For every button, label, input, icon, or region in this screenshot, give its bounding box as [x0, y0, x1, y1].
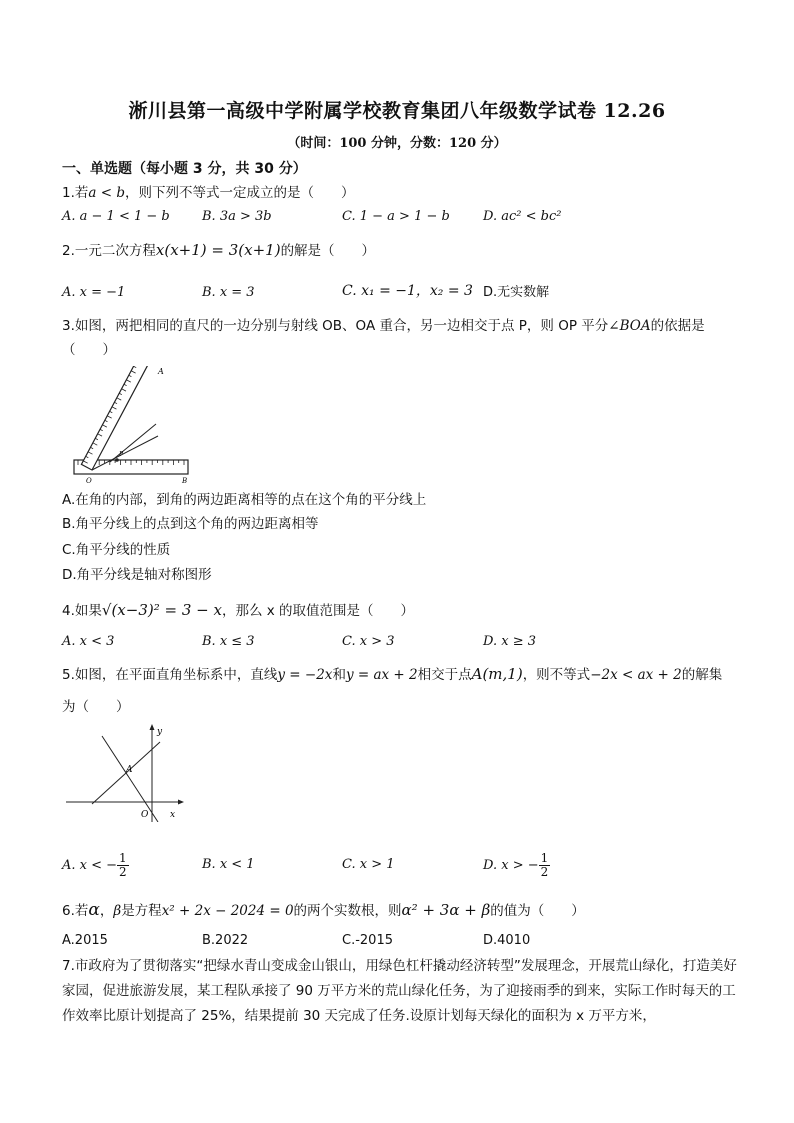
q5-option-d	[483, 852, 550, 879]
axis-y-label: y	[157, 727, 163, 737]
q4-suffix: ，那么 x 的取值范围是（ ）	[221, 603, 415, 619]
axis-x-label: x	[170, 810, 176, 820]
question-6	[62, 901, 585, 920]
q4-prefix: 4.如果	[62, 603, 102, 619]
fraction	[539, 852, 551, 879]
origin-label: O	[141, 810, 149, 820]
q5-text-b: 和	[332, 667, 346, 683]
q3-option-b: B.角平分线上的点到这个角的两边距离相等	[62, 516, 319, 532]
question-4	[62, 601, 414, 620]
numerator: 1	[119, 851, 127, 865]
q4-option-d: D. x ≥ 3	[483, 634, 536, 649]
coordinate-figure	[66, 722, 186, 822]
question-3	[62, 317, 705, 335]
section-heading: 一、单选题（每小题 3 分，共 30 分）	[62, 161, 307, 177]
q5-option-a-pre: A. x < −	[62, 858, 118, 873]
q5-option-a	[62, 852, 129, 879]
q4-option-a: A. x < 3	[62, 634, 115, 649]
point-a-label: A	[126, 765, 133, 775]
question-2	[62, 241, 375, 260]
q2-prefix: 2.一元二次方程	[62, 243, 156, 259]
q5-text-d: ，则不等式	[522, 667, 591, 683]
denominator: 2	[540, 865, 549, 879]
q5-expr-1: y = −2x	[277, 667, 333, 683]
q2-option-d: D.无实数解	[483, 285, 550, 300]
label-a: A	[158, 367, 164, 376]
q1-option-a: A. a − 1 < 1 − b	[62, 209, 170, 224]
q3-angle: ∠BOA	[608, 318, 651, 334]
q5-paren: 为（ ）	[62, 699, 130, 715]
q5-option-b: B. x < 1	[202, 857, 255, 872]
q6-option-d: D.4010	[483, 933, 531, 948]
numerator: 1	[540, 851, 549, 865]
question-5	[62, 665, 722, 684]
q1-option-c: C. 1 − a > 1 − b	[342, 209, 450, 224]
q6-option-a: A.2015	[62, 933, 108, 948]
q5-option-c: C. x > 1	[342, 857, 395, 872]
q6-option-b: B.2022	[202, 933, 249, 948]
label-o: O	[86, 477, 92, 484]
q6-prefix: 6.若	[62, 903, 89, 919]
fraction	[117, 852, 129, 879]
q5-text-c: 相交于点	[417, 667, 472, 683]
exam-subtitle: （时间：100 分钟，分数：120 分）	[287, 136, 507, 151]
q3-paren: （ ）	[62, 342, 116, 358]
q4-expr: √(x−3)² = 3 − x	[101, 601, 222, 619]
q3-text: 3.如图，两把相同的直尺的一边分别与射线 OB、OA 重合，另一边相交于点 P，则 OP 平分	[62, 318, 609, 334]
q1-expr: a < b	[88, 185, 125, 201]
q6-alpha: α	[88, 900, 100, 920]
exam-title: 淅川县第一高级中学附属学校教育集团八年级数学试卷 12.26	[128, 100, 666, 122]
q6-expr: x² + 2x − 2024 = 0	[161, 903, 294, 919]
q6-expr2: α² + 3α + β	[401, 901, 491, 919]
q6-sep: ，	[99, 903, 114, 919]
q4-option-b: B. x ≤ 3	[202, 634, 255, 649]
q6-beta: β	[113, 903, 122, 919]
q5-expr-3: A(m,1)	[471, 665, 523, 683]
q1-prefix: 1.若	[62, 185, 89, 201]
q6-option-c: C.-2015	[342, 933, 393, 948]
q5-text-a: 5.如图，在平面直角坐标系中，直线	[62, 667, 278, 683]
q2-expr: x(x+1) = 3(x+1)	[155, 241, 281, 259]
q5-option-d-pre: D. x > −	[483, 858, 539, 873]
q2-suffix: 的解是（ ）	[280, 243, 376, 259]
q3-option-d: D.角平分线是轴对称图形	[62, 567, 212, 583]
q6-suffix: 的值为（ ）	[490, 903, 585, 919]
q2-option-c: C. x₁ = −1，x₂ = 3	[342, 283, 473, 299]
q3-text-end: 的依据是	[650, 318, 705, 334]
question-7: 7.市政府为了贯彻落实“把绿水青山变成金山银山，用绿色杠杆撬动经济转型”发展理念，开展荒山绿化，打造美好家园，促进旅游发展，某工程队承接了 90 万平方米的荒山绿化任务，为了迎接雨季的到来，实际工作时每天的工作效率比原计划提高了 25%，结果提前 30 天完成了任务.设原计划每天绿化的面积为 x 万平方米，	[62, 958, 737, 1024]
rulers-figure	[70, 366, 200, 484]
q3-option-c: C.角平分线的性质	[62, 542, 171, 558]
q5-expr-2: y = ax + 2	[345, 667, 418, 683]
question-1	[62, 184, 354, 202]
q1-option-b: B. 3a > 3b	[202, 209, 272, 224]
q4-option-c: C. x > 3	[342, 634, 395, 649]
q1-suffix: ，则下列不等式一定成立的是（ ）	[124, 185, 355, 201]
denominator: 2	[119, 865, 127, 879]
q3-option-a: A.在角的内部，到角的两边距离相等的点在这个角的平分线上	[62, 492, 427, 508]
q5-text-end: 的解集	[681, 667, 723, 683]
q6-mid2: 的两个实数根，则	[293, 903, 402, 919]
q5-expr-4: −2x < ax + 2	[590, 667, 682, 683]
q2-option-b: B. x = 3	[202, 285, 255, 300]
q1-option-d: D. ac² < bc²	[483, 209, 562, 224]
label-p: P	[119, 451, 124, 458]
q6-mid: 是方程	[121, 903, 162, 919]
label-b: B	[182, 477, 188, 484]
q2-option-a: A. x = −1	[62, 285, 126, 300]
